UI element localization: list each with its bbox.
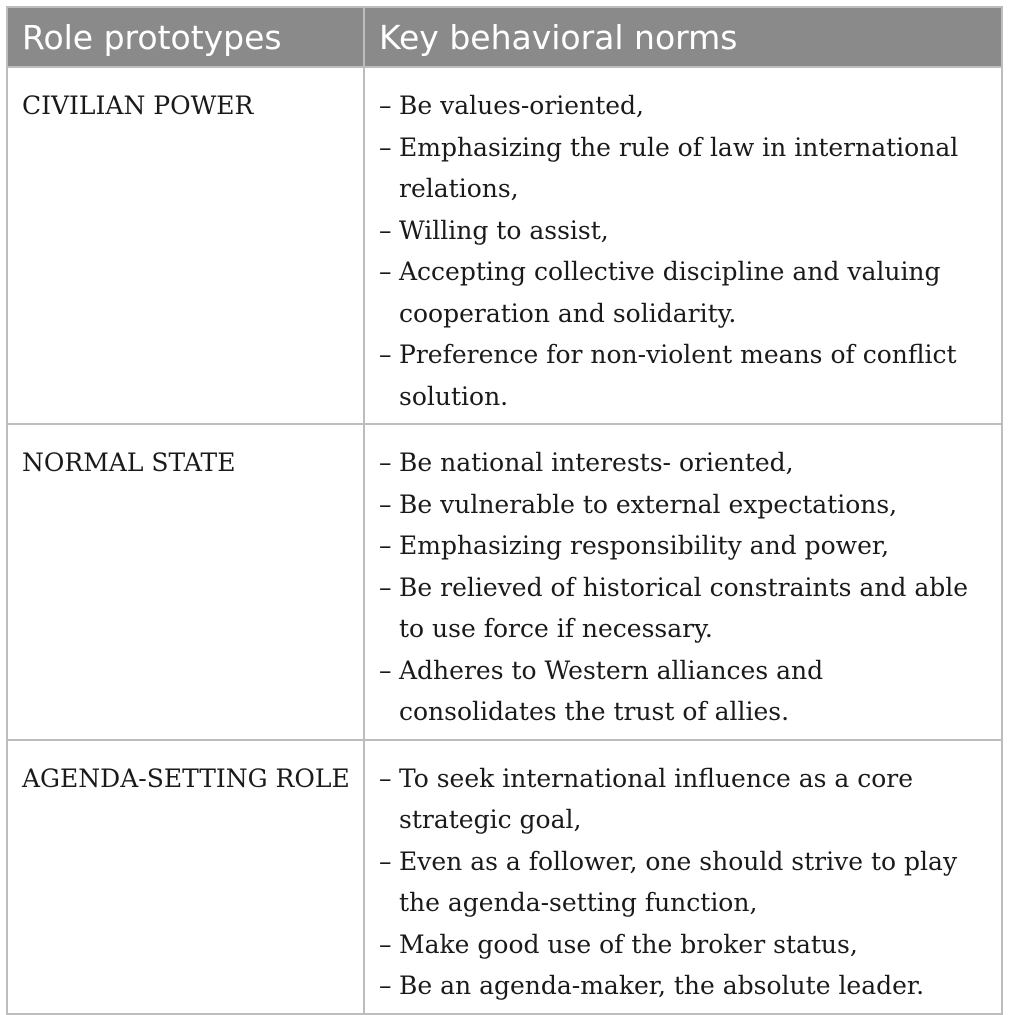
- norm-item: – Be an agenda-maker, the absolute leader.: [379, 965, 981, 1007]
- norms-cell: [364, 740, 1002, 1014]
- norms-list: [379, 442, 981, 733]
- table-row: [7, 67, 1002, 424]
- header-role-prototypes: Role prototypes: [7, 7, 364, 67]
- role-name: NORMAL STATE: [7, 424, 364, 740]
- norm-item: – Emphasizing the rule of law in international relations,: [379, 127, 981, 210]
- table-row: [7, 740, 1002, 1014]
- norm-item: – Accepting collective discipline and valuing cooperation and solidarity.: [379, 251, 981, 334]
- norm-item: – Preference for non-violent means of conflict solution.: [379, 334, 981, 417]
- role-norms-table: [6, 6, 1003, 1015]
- table-row: [7, 424, 1002, 740]
- norm-item: – Emphasizing responsibility and power,: [379, 525, 981, 567]
- norms-list: [379, 758, 981, 1007]
- norms-cell: [364, 424, 1002, 740]
- norm-item: – Be values-oriented,: [379, 85, 981, 127]
- norm-item: – Adheres to Western alliances and consolidates the trust of allies.: [379, 650, 981, 733]
- norms-list: [379, 85, 981, 417]
- role-name: CIVILIAN POWER: [7, 67, 364, 424]
- table-header-row: [7, 7, 1002, 67]
- norm-item: – Be vulnerable to external expectations,: [379, 484, 981, 526]
- norm-item: – To seek international influence as a core strategic goal,: [379, 758, 981, 841]
- role-name: AGENDA-SETTING ROLE: [7, 740, 364, 1014]
- norm-item: – Be national interests- oriented,: [379, 442, 981, 484]
- norm-item: – Be relieved of historical constraints and able to use force if necessary.: [379, 567, 981, 650]
- norm-item: – Even as a follower, one should strive to play the agenda-setting function,: [379, 841, 981, 924]
- norms-cell: [364, 67, 1002, 424]
- header-key-behavioral-norms: Key behavioral norms: [364, 7, 1002, 67]
- norm-item: – Willing to assist,: [379, 210, 981, 252]
- norm-item: – Make good use of the broker status,: [379, 924, 981, 966]
